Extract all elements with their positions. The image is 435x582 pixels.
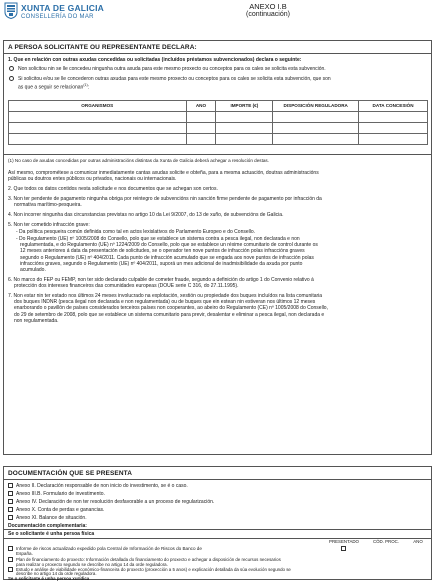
doc-checkbox[interactable] bbox=[8, 557, 13, 562]
dept-name: CONSELLERÍA DO MAR bbox=[21, 14, 94, 20]
item1-intro: 1. Que en relación con outras axudas concedidas ou solicitadas (incluídos préstamos subvencionados) declara o seguinte: bbox=[8, 57, 302, 63]
documentation-title: DOCUMENTACIÓN QUE SE PRESENTA bbox=[8, 470, 133, 477]
presented-checkbox[interactable] bbox=[341, 546, 346, 551]
item4: 4. Non incorrer ningunha das circunstancias previstas no artigo 10 da Lei 9/2007, do 13 de xuño, de subvencións de Galicia. bbox=[8, 212, 284, 218]
item7-line3: enarborando o pavillón de países considerados terceiros países non cooperantes, ao abeiro do Regulamento (CE) nº 1005/2008 do Consello, bbox=[14, 305, 328, 312]
radio-other-aid[interactable] bbox=[9, 76, 14, 81]
item7-line5: non regulamentada. bbox=[14, 317, 59, 324]
doc-checkbox[interactable] bbox=[8, 483, 13, 488]
doc-plan-line1: Plan de financiamento do proxecto: Información detallada do financiamento do proxecto e achegar a disposición de recursos necesarios bbox=[16, 556, 281, 562]
option-no-other-aid: Non solicitou nin se lle concedeu ningunha outra axuda para este mesmo proxecto ou conceptos para os cales se solicita esta subvención. bbox=[18, 65, 326, 72]
page-header bbox=[0, 0, 435, 30]
item7-line2: dos buques INDNR (pesca ilegal non declarada e non regulamentada) ou de buques que ein estean nin estiveran nos últimos 12 meses bbox=[14, 299, 316, 306]
item5b-line5: infraccións graves, segundo o Regulamento (UE) nº 404/2011, suporá un mes adicional de inadmisibilidade da axuda por punto bbox=[20, 260, 303, 267]
option-other-aid-line1: Si solicitou e/ou se lle concederon outras axudas para este mesmo proxecto ou conceptos para os cales se solicita esta subvención, que son bbox=[18, 75, 331, 82]
item5b-line2: regulamentada, e do Regulamento (UE) nº 1224/2009 do Consello, polo que se establece un réxime comunitario de control durante os bbox=[20, 242, 318, 249]
doc-annex-xi: Anexo XI. Balance de situación. bbox=[16, 514, 87, 521]
footnote-ref: (1) bbox=[83, 82, 88, 87]
item5b-line3: 12 meses anteriores á data da presentación de solicitudes, se o operador ten nove puntos de infracción polas infraccións graves bbox=[20, 248, 305, 255]
divider bbox=[3, 479, 432, 480]
item7-line1: 7. Non estar nin ter estado nos últimos 24 meses involucrado na explotación, xestión ou propiedade dos buques incluídos na lista comunitaria bbox=[8, 293, 323, 299]
col-data-concesion: DATA CONCESIÓN bbox=[359, 101, 428, 112]
divider bbox=[3, 529, 432, 530]
item7-line4: do 29 de setembro de 2008, polo que se establece un sistema comunitario para previr, desalentar e eliminar a pesca ilegal, non declarada e bbox=[14, 311, 325, 318]
doc-cirbe-line2: España. bbox=[16, 550, 33, 556]
radio-no-other-aid[interactable] bbox=[9, 66, 14, 71]
legal-person-heading: Se o solicitante é unha persoa xurídica bbox=[8, 575, 90, 581]
aid-row[interactable] bbox=[9, 134, 428, 145]
aid-table-header bbox=[9, 101, 428, 112]
doc-checkbox[interactable] bbox=[8, 499, 13, 504]
org-name: XUNTA DE GALICIA bbox=[21, 3, 105, 13]
option-colon: : bbox=[87, 84, 89, 91]
col-organismos: ORGANISMOS bbox=[9, 101, 187, 112]
doc-annex-iiib: Anexo III.B. Formulario de investimento. bbox=[16, 490, 105, 497]
complementary-heading: Documentación complementaria: bbox=[8, 522, 87, 529]
aid-row[interactable] bbox=[9, 112, 428, 123]
doc-checkbox[interactable] bbox=[8, 546, 13, 551]
doc-plan-line2: para realizar o proxecto segundo se describe no artigo 14 da orde reguladora. bbox=[16, 561, 168, 567]
item5: 5. Non ter cometido infracción grave: bbox=[8, 222, 90, 228]
commitment-line2: públicas ou doutros entes públicos ou privados, nacionais ou internacionais. bbox=[8, 176, 177, 183]
item5a: - Da política pesqueira común definida como tal en actos lexislativos do Parlamento Europeo e do Consello. bbox=[16, 229, 256, 235]
item5b-line4: segundo o Regulamento (UE) nº 404/2011. Cada punto de infracción acumulado que se engada aos nove puntos de infracción polas bbox=[20, 254, 314, 261]
doc-checkbox[interactable] bbox=[8, 507, 13, 512]
item3-line1: 3. Non ter pendente de pagamento ningunha obriga por reintegro de subvencións nin sanción firme pendente de pagamento por infracción da bbox=[8, 196, 322, 202]
item6-line1: 6. No marco do FEP ou FEMP, non ter sido declarado culpable de cometer fraude, segundo a definición do artigo 1 do Convenio relativo á bbox=[8, 277, 314, 283]
option-other-aid-text: as que a seguir se relacionan bbox=[18, 84, 84, 91]
doc-checkbox[interactable] bbox=[8, 515, 13, 520]
declaration-title: A PERSOA SOLICITANTE OU REPRESENTANTE DECLARA: bbox=[8, 44, 197, 51]
doc-checkbox[interactable] bbox=[8, 491, 13, 496]
col-cod-proc: CÓD. PROC. bbox=[372, 539, 400, 544]
doc-annex-ii: Anexo II. Declaración responsable de non inicio do investimento, se é o caso. bbox=[16, 482, 188, 489]
item5b-line6: acumulado. bbox=[20, 267, 46, 273]
footnote: (1) No caso de axudas concedidas por outras administracións distintas da Xunta de Galicia deberá achegar a resolución destas. bbox=[8, 158, 269, 163]
col-ano: ANO bbox=[186, 101, 216, 112]
divider bbox=[3, 154, 432, 155]
divider bbox=[3, 53, 432, 54]
doc-estudo-line2: describe no artigo 14 da orde reguladora. bbox=[16, 571, 97, 577]
doc-estudo-line1: Estudo e análise de viabilidade económico-financeira do proxecto (proxección a 5 anos) e explicación detallada da súa evolución segundo se bbox=[16, 566, 291, 572]
item6-line2: protección dos intereses financeiros das comunidades europeas (DOUE serie C 316, do 27.11.1995). bbox=[14, 283, 239, 290]
doc-cirbe-line1: Informe de riscos actualizado expedido pola Central de Información de Riscos do Banco de bbox=[16, 545, 202, 551]
commitment-line1: Así mesmo, comprométese a comunicar inmediatamente cantas axudas solicite e obteña, para a mesma actuación, doutras administracións bbox=[8, 170, 319, 176]
xunta-logo bbox=[4, 2, 18, 19]
col-presentado: PRESENTADO bbox=[329, 539, 359, 544]
item5b-line1: - Do Regulamento (UE) nº 1005/2008 do Consello, polo que se establece un sistema contra a pesca ilegal, non declarada e non bbox=[16, 236, 300, 242]
doc-checkbox[interactable] bbox=[8, 567, 13, 572]
annex-title: ANEXO I.B bbox=[249, 2, 287, 11]
col-ano: ANO bbox=[413, 539, 423, 544]
doc-annex-x: Anexo X. Conta de perdas e ganancias. bbox=[16, 506, 105, 513]
natural-person-heading: Se o solicitante é unha persoa física bbox=[8, 531, 95, 537]
annex-subtitle: (continuación) bbox=[246, 11, 290, 18]
option-other-aid-line2 bbox=[18, 82, 89, 91]
item2: 2. Que todos os datos contidos nesta solicitude e nos documentos que se achegan son certos. bbox=[8, 186, 218, 192]
aid-table bbox=[8, 100, 428, 145]
aid-row[interactable] bbox=[9, 123, 428, 134]
item3-line2: normativa marítimo-pesqueira. bbox=[14, 202, 82, 209]
col-importe: IMPORTE (€) bbox=[216, 101, 273, 112]
col-disposicion: DISPOSICIÓN REGULADORA bbox=[273, 101, 359, 112]
doc-annex-iv: Anexo IV. Declaración de non ter resolución desfavorable a un proceso de regularización. bbox=[16, 498, 215, 505]
